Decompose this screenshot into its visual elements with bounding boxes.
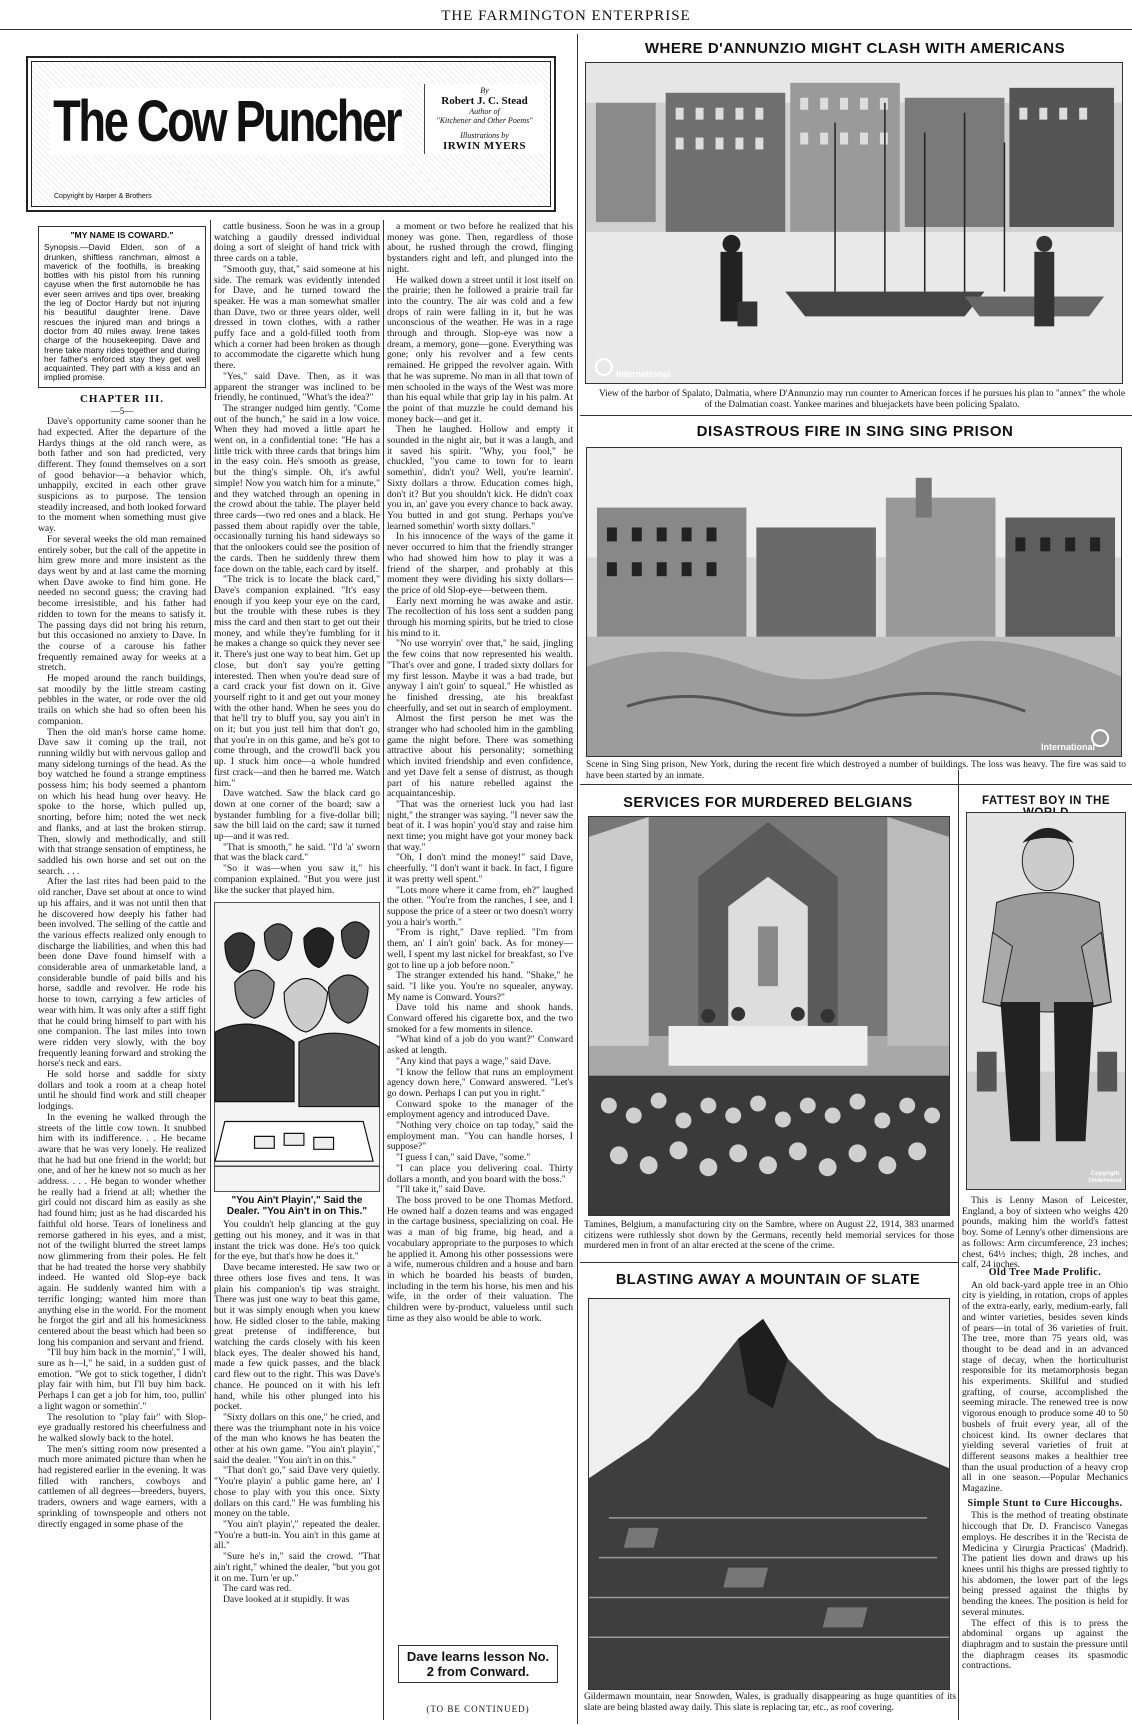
- to-be-continued: (TO BE CONTINUED): [426, 1704, 530, 1714]
- story-paragraph: Almost the first person he met was the stranger who had schooled him in the gambling game the night before. There was something attractive about his personality; something which invited friendship and even confidence, and yet Dave felt a sense of distrust, as though part of his nature rebelled against the acquaintanceship.: [387, 713, 573, 800]
- column-rule: [383, 220, 384, 1720]
- story-paragraph: Dave told his name and shook hands. Conward offered his cigarette box, and the two smoked for a few moments in silence.: [387, 1002, 573, 1035]
- story-paragraph: "You ain't playin'," repeated the dealer. "You're a butt-in. You ain't in this game at all.": [214, 1518, 380, 1552]
- story-paragraph: "From is right," Dave replied. "I'm from them, an' I ain't goin' back. As for money—well, I spent my last nickel for breakfast, so I've got to line up a job before noon.": [387, 927, 573, 971]
- chapter-heading: CHAPTER III.: [79, 392, 165, 405]
- story-title: The Cow Puncher: [50, 88, 403, 155]
- column-rule: [577, 34, 578, 1724]
- story-paragraph: The stranger extended his hand. "Shake," he said. "I like you. You're no squealer, anyway. My name is Conward. Yours?": [387, 970, 573, 1003]
- title-frame: [31, 61, 551, 207]
- story-paragraph: cattle business. Soon he was in a group watching a gaudily dressed individual doing a sort of sleight of hand trick with three cards on a table.: [214, 221, 380, 265]
- story-paragraph: Dave's opportunity came sooner than he had expected. After the departure of the Hardys things at the old ranch were, as both father and son had predicted, very different. They found themselves on a sort of good behavior—a behavior which, unhappily, excited in each other grave suspicions as to purpose. The tension steadily increased, and both looked forward to the moment when something must give way.: [38, 416, 206, 535]
- story-paragraph: You couldn't help glancing at the guy getting out his money, and it was in that instant the trick was done. He's too quick for the eye, but that's how he does it.": [214, 1219, 380, 1263]
- story-column-1: [38, 226, 206, 1720]
- col3-paragraphs: [387, 222, 573, 1324]
- illustration-caption: "You Ain't Playin'," Said the Dealer. "You Ain't in on This.": [226, 1195, 368, 1218]
- byline: [424, 84, 544, 154]
- card-game-illustration: [214, 902, 380, 1192]
- photo-credit: International: [1040, 742, 1095, 752]
- column-rule: [958, 770, 959, 1720]
- chapter-sub: —5—: [110, 406, 134, 417]
- slate-headline: BLASTING AWAY A MOUNTAIN OF SLATE: [615, 1272, 921, 1288]
- story-paragraph: "The trick is to locate the black card," Dave's companion explained. "It's easy enough if you keep your eye on the card, but the trouble with these rubes is they miss the card and then start to get out their money, and while they're fumbling for it he makes a change so quick they never see it. There's just one way to beat him. Get up close, but don't say you're getting interested. Then when you're dead sure of a card crack your fist down on it. Give yourself right to it and get out your money with the other hand. When he sees you do that he'll try to bluff you, say you ain't in on it; but you just tell him that don't go, that you're in on this game, and he's got to come through, and the crowd'll back you up. I stuck him once—a whole hundred first crack—and then he barred me. Watch him.": [214, 574, 380, 789]
- story-paragraph: Dave watched. Saw the black card go down at one corner of the board; saw a bystander fumbling for a five-dollar bill; saw the bill laid on the card; saw it turned up—and it was red.: [214, 788, 380, 843]
- story-paragraph: Conward spoke to the manager of the employment agency and introduced Dave.: [387, 1098, 573, 1121]
- story-paragraph: "I'll buy him back in the mornin'," I will, sure as h—l," he said, in a sudden gust of emotion. "We got to stick together, I didn't play fair with him, but I'll buy him back. Perhaps I can get a job for him, too, pullin' a light wagon or somethin'.": [38, 1347, 206, 1412]
- copyright-line: Copyright by Harper & Brothers: [54, 193, 152, 200]
- tree-headline: Old Tree Made Prolific.: [988, 1267, 1102, 1278]
- slate-mountain-photo: [588, 1298, 950, 1690]
- story-paragraph: "I'll take it," said Dave.: [396, 1184, 486, 1196]
- story-paragraph: The men's sitting room now presented a much more animated picture than when he had registered earlier in the evening. It was filled with ranchers, cowboys and cattlemen of all degrees—breeders, buyers, traders, owners and wage earners, with a sprinkling of townspeople and others not directly engaged in some phase of the: [38, 1443, 206, 1530]
- story-paragraph: Dave became interested. He saw two or three others lose fives and tens. It was plain his companion's tip was straight. There was just one way to beat this game, but it was simply enough when you knew how. He sidled closer to the table, making great pretense of indifference, but watching the cards closely with his keen black eyes. The dealer showed his hand, made a few quick passes, and the black card flew out to the right. This was Dave's chance. He pounced on it with his left hand, while his other plunged into his pocket.: [214, 1262, 380, 1413]
- section-rule: [580, 784, 1132, 785]
- story-paragraph: "Nothing very choice on tap today," said the employment man. "You can handle horses, I suppose?": [387, 1120, 573, 1153]
- fatboy-headline: FATTEST BOY IN THE: [981, 795, 1111, 807]
- story-paragraph: "Sixty dollars on this one," he cried, and there was the triumphant note in his voice of the man who knows he has beaten the other at his own game. "You ain't playin'," said the dealer. "You ain't in on this.": [214, 1411, 380, 1466]
- story-paragraph: In the evening he walked through the streets of the little cow town. It snubbed him with its indifference. . . He became aware that he was very lonely. He realized that he had but one friend in the world; but one, and of her he knew not so much as her address. . . . He began to wonder whether he really had a friend at all; whether the girl could not discard him as easily as she had found him; just as he had discarded his faithful old horse. Tears of loneliness and remorse gathered in his eyes, and a mist, not of the twilight blurred the street lamps now glimmering from their poles. He felt that he had treated the horse very shabbily indeed. He wanted old Slop-eye back again. He suddenly wanted him with a terrific longing; wanted him more than anything else in the world. For the moment he forgot the girl and all his homesickness centered about the beast which had been so long his companion and servant and friend.: [38, 1111, 206, 1348]
- slate-caption: Gildermawn mountain, near Snowden, Wales, is gradually disappearing as huge quantities of its slate are being blasted away daily. This slate is replacing tar, etc., as roof covering.: [584, 1692, 956, 1713]
- fatboy-credit: Copyright Underwood: [1088, 1171, 1122, 1184]
- fattest-boy-photo: [966, 812, 1126, 1190]
- dannunzio-caption: View of the harbor of Spalato, Dalmatia, where D'Annunzio may run counter to American forces if he pursues his plan to "annex" the whole of the Dalmatian coast. Yankee marines and bluejackets have been policing Spalato.: [598, 389, 1126, 410]
- story-paragraph: He sold horse and saddle for sixty dollars and took a room at a cheap hotel until he should find work and still cheaper lodgings.: [38, 1069, 206, 1113]
- col2b-paragraphs: [214, 1220, 380, 1605]
- story-paragraph: "I guess I can," said Dave, "some.": [396, 1152, 531, 1164]
- tree-article: [962, 1268, 1128, 1720]
- story-paragraph: The boss proved to be one Thomas Metford. He owned half a dozen teams and was engaged in the cartage business, specializing on coal. He was a man of big frame, big head, and a vocabulary appropriate to the purposes to which he applied it. Among his other possessions were a wife, numerous children and a house and barn in which he boarded his beasts of burden, including in the term his horse, his men and his wife, in the order of their valuation. The children were by-product, valueless until such time as they also would be able to work.: [387, 1194, 573, 1324]
- story-paragraph: For several weeks the old man remained entirely sober, but the call of the appetite in him grew more and more insistent as the days went by and at last came the morning when Dave awoke to find him gone. He needed no second guess; the craving had become irresistible, and his father had ridden to town for the means to satisfy it. The passing days did not bring his return, but this occasioned no anxiety to Dave. In the course of a carouse his father frequently remained away for weeks at a stretch.: [38, 533, 206, 674]
- belgian-services-photo: [588, 816, 950, 1216]
- synopsis-box: [38, 226, 206, 388]
- fire-caption: Scene in Sing Sing prison, New York, during the recent fire which destroyed a number of buildings. The loss was heavy. The fire was said to have been started by an inmate.: [586, 760, 1126, 781]
- story-paragraph: a moment or two before he realized that his money was gone. Then, regardless of those about, he rushed through the crowd, flinging bystanders right and left, and plunged into the night.: [387, 221, 573, 275]
- belgian-caption: Tamines, Belgium, a manufacturing city on the Sambre, where on August 22, 1914, 383 unarmed citizens were ruthlessly shot down by the Germans, recently held memorial services for those murdered men in front of an altar erected at the scene of the crime.: [584, 1220, 954, 1251]
- illustrated-by: Illustrations by: [460, 131, 509, 140]
- story-paragraph: "That is smooth," he said. "I'd 'a' sworn that was the black card.": [214, 841, 380, 864]
- author-works: "Kitchener and Other Poems": [436, 116, 533, 125]
- lesson-box: Dave learns lesson No. 2 from Conward.: [398, 1645, 558, 1683]
- fatboy-text: [962, 1195, 1128, 1271]
- story-title-box: [26, 56, 556, 212]
- column-rule: [210, 220, 211, 1720]
- story-paragraph: "I know the fellow that runs an employment agency down here," Conward answered. "Let's go down. Perhaps I can put you in right.": [387, 1066, 573, 1099]
- story-paragraph: "Lots more where it came from, eh?" laughed the other. "You're from the ranches, I see, and I suppose the price of a steer or two doesn't worry you a hair's worth.": [387, 884, 573, 928]
- col2a-paragraphs: [214, 222, 380, 896]
- story-paragraph: The resolution to "play fair" with Slop-eye gradually restored his cheerfulness and he walked slowly back to the hotel.: [38, 1411, 206, 1444]
- author-name: Robert J. C. Stead: [441, 95, 528, 107]
- section-rule: [580, 1262, 958, 1263]
- story-column-3: [387, 222, 573, 1662]
- byline-by: By: [480, 86, 489, 95]
- story-paragraph: He walked down a street until it lost itself on the prairie; then he followed a prairie trail far into the country. The air was cold and a few drops of rain were falling in it, but he was unconscious of the weather. He was in a rage through and through. Slop-eye was now a dream, a memory, gone—gone. Everything was gone; only his revolver and a few cents remained. He gripped the revolver again. With that he was supreme. No man in all that town of men schooled in the ways of the West was more than his equal while that grip lay in his palm. At the point of that muzzle he could demand his money back—and get it.: [387, 274, 573, 425]
- story-paragraph: After the last rites had been paid to the old rancher, Dave set about at once to wind up his affairs, and it was not until then that he discovered how deeply his father had been involved. The selling of the cattle and the various effects realized only enough to discharge the liabilities, and when this had been done Dave found himself with a considerable area of unmarketable land, a considerable bundle of paid bills and his horse, saddle and revolver. He rode his horse to town, carrying a few articles of wear with him. It was only after a stiff fight that he could bring himself to part with his one companion. The last miles into town were ridden very slowly, with the boy frequently leaning forward and stroking the horse's neck and ears.: [38, 876, 206, 1070]
- tree-paragraph: An old back-yard apple tree in an Ohio city is yielding, in rotation, crops of apples of the extra-early, early, medium-early, fall and winter varieties, besides seven kinds of pears—in total of 36 varieties of fruit. The tree, more than 75 years old, was thought to be dead and in an advanced stage of decay, when the horticulturist responsible for its metamorphosis began his experiments. Skillful and studied grafting, of course, accomplished the seeming miracle. The renewed tree is now vigorous enough to produce some 40 to 50 bushels of fruit every year, all of the choicest kind. Its owner declares that yielding several varieties of fruit at different seasons makes a healthier tree than the usual production of a heavy crop all in one season.—Popular Mechanics Magazine.: [962, 1279, 1128, 1495]
- story-paragraph: "I can place you delivering coal. Thirty dollars a month, and you board with the boss.": [387, 1162, 573, 1185]
- story-paragraph: He moped around the ranch buildings, sat moodily by the little stream casting pebbles in the water, or rode over the old trails on which she had so often been his companion.: [38, 673, 206, 727]
- sing-sing-fire-photo: [586, 447, 1122, 757]
- author-of: Author of: [469, 107, 500, 116]
- story-paragraph: "Any kind that pays a wage," said Dave.: [396, 1055, 552, 1067]
- story-paragraph: "So it was—when you saw it," his companion explained. "But you were just like the sucker that played him.: [214, 863, 380, 896]
- story-column-2: [214, 222, 380, 1720]
- story-paragraph: "Oh, I don't mind the money!" said Dave, cheerfully. "I don't want it back. In fact, I figure it was pretty well spent.": [387, 852, 573, 885]
- story-paragraph: The card was red.: [223, 1583, 292, 1595]
- story-paragraph: Then the old man's horse came home. Dave saw it coming up the trail, not running wildly but with nervous gallop and many sidelong turnings of the head. As the boy watched he found a strange emptiness possess him; his body seemed a phantom on which his head hung over heavy. He spoke to the horse, which pulled up, snorting, before him; noted the wet neck and flanks, and at last the broken stirrup. Then, slowly and methodically, and still with that strange sensation of emptiness, he saddled his own horse and set out on the search. . . .: [38, 726, 206, 877]
- story-paragraph: "That was the orneriest luck you had last night," the stranger was saying. "I never saw the beat of it. I was hopin' you'd stay and raise him next time; you might have got your money back that way.": [387, 798, 573, 853]
- hiccough-paragraph: This is the method of treating obstinate hiccough that Dr. D. Francisco Vanegas employs. He describes it in the 'Recista de Medicina y Cirurgia Practicas' (Madrid). The patient lies down and draws up his knees until his thighs are pressed tightly to his abdomen, the lower part of the legs being pressed against the thighs by bending the knees. The position is held for several minutes.: [962, 1510, 1128, 1618]
- fatboy-paragraph: This is Lenny Mason of Leicester, England, a boy of sixteen who weighs 420 pounds, making him the world's fattest boy. Some of Lenny's other dimensions are as follows: Arm circumference, 23 inches; chest, 64½ inches; thigh, 28 inches, and calf, 24 inches.: [962, 1195, 1128, 1271]
- story-paragraph: The stranger nudged him gently. "Come out of the bunch," he said in a low voice. When they had moved a little apart he went on, in a confidential tone: "He has a little trick with three cards that brings him in the easy coin. He's smooth as grease, but the thing's simple. Oh, it's awful simple! Now you watch him for a minute," and they watched through an opening in the crowd about the table. The player held three cards—two red ones and a black. He passed them about rapidly over the table, occasionally turning his hand sideways so that the onlookers could see the position of the cards. Then he suddenly threw them face down on the table, each card by itself.: [214, 402, 380, 575]
- story-paragraph: In his innocence of the ways of the game it never occurred to him that the friendly stranger who had showed him how to play it was a friend of the sharper, and probably at this moment they were dividing his sixty dollars—the price of old Slop-eye—between them.: [387, 531, 573, 596]
- story-paragraph: "Smooth guy, that," said someone at his side. The remark was evidently intended for Dave, and he turned toward the speaker. He was a man somewhat smaller than Dave, two or three years older, well dressed in town clothes, with a rather puffy face and a gold-filled tooth from which a corner had been broken as though to accommodate the cigarette which hung there.: [214, 263, 380, 372]
- illustrator-name: IRWIN MYERS: [442, 140, 527, 152]
- story-paragraph: "What kind of a job do you want?" Conward asked at length.: [387, 1034, 573, 1057]
- story-paragraph: Then he laughed. Hollow and empty it sounded in the night air, but it was a laugh, and it saved his spirit. "Why, you fool," he chuckled, "you came to town for to learn somethin', didn't you? Well, you're learnin'. Sixty dollars a throw. Education comes high, don't it? But you shouldn't kick. He didn't coax you in, an' gave you every chance to back away. You butted in and got stung. Perhaps you've learned somethin' worth sixty dollars.": [387, 424, 573, 532]
- synopsis-title: "MY NAME IS COWARD.": [70, 230, 174, 240]
- synopsis-text: Synopsis.—David Elden, son of a drunken, shiftless ranchman, almost a maverick of the foothills, is breaking bottles with his pistol from his running cayuse when the first automobile he has ever seen arrives and tips over, breaking the leg of Doctor Hardy but not injuring his beautiful daughter Irene. Dave rescues the injured man and brings a doctor from 40 miles away. Irene takes charge of the housekeeping. Dave and Irene take many rides together and during her father's enforced stay they get well acquainted. They part with a kiss and an implied promise.: [44, 242, 200, 383]
- story-paragraph: "Yes," said Dave. Then, as it was apparent the stranger was inclined to be friendly, he continued, "What's the idea?": [214, 370, 380, 404]
- story-paragraph: "No use worryin' over that," he said, jingling the few coins that now represented his wealth. "That's over and gone. I traded sixty dollars for my first lesson. Maybe it was a bad trade, but anyway I ain't goin' to squeal." He whistled as he finished dressing, ate his breakfast cheerfully, and set out in search of employment.: [387, 638, 573, 714]
- belgian-headline: SERVICES FOR MURDERED BELGIANS: [623, 795, 913, 811]
- spalato-harbor-photo: [585, 62, 1123, 384]
- hiccough-paragraph-2: The effect of this is to press the abdominal organs up against the diaphragm and to sustain the pressure until the diaphragm ceases its spasmodic contractions.: [962, 1617, 1128, 1672]
- story-paragraph: "That don't go," said Dave very quietly. "You're playin' a public game here, an' I chose to play with you this once. Sixty dollars on this card." He was fumbling his money on the table.: [214, 1465, 380, 1520]
- col1-paragraphs: [38, 417, 206, 1530]
- story-paragraph: Early next morning he was awake and astir. The recollection of his loss sent a sudden pang through his morning spirits, but he tried to close his mind to it.: [387, 595, 573, 639]
- story-paragraph: "Sure he's in," said the crowd. "That ain't right," whined the dealer, "but you got it on me. Turn 'er up.": [214, 1551, 380, 1584]
- fire-headline: DISASTROUS FIRE IN SING SING PRISON: [696, 423, 1014, 440]
- photo-credit: International: [616, 369, 671, 379]
- section-rule: [580, 415, 1132, 416]
- dannunzio-headline: WHERE D'ANNUNZIO MIGHT CLASH WITH AMERICANS: [644, 40, 1066, 57]
- masthead: THE FARMINGTON ENTERPRISE: [0, 2, 1132, 30]
- story-paragraph: Dave looked at it stupidly. It was: [223, 1593, 350, 1605]
- hiccough-headline: Simple Stunt to Cure Hiccoughs.: [967, 1497, 1123, 1509]
